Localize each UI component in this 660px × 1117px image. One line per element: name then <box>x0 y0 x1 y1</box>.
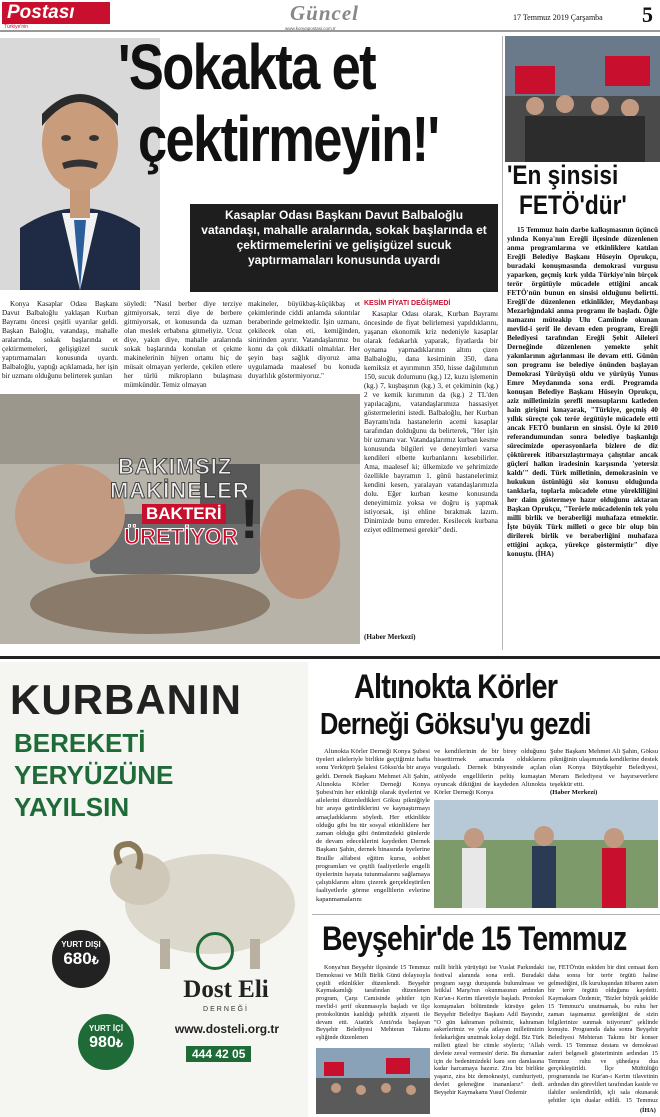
abroad-price: 680 <box>63 949 92 968</box>
korler-col-2: ve kendilerinin de bir birey olduğunu hissettirmek amacında olduklarını vurguladı. Dernek bünyesinde açılan atölyede engellilerin pelüş kumaştan oyuncak diktiğini de kaydeden Altınokta Körler Derneği Konya <box>434 748 546 796</box>
beysehir-headline: Beyşehir'de 15 Temmuz <box>322 920 627 958</box>
beysehir-source: (İHA) <box>640 1107 656 1114</box>
org-type: DERNEĞİ <box>203 1006 249 1013</box>
feto-headline-1: 'En şinsisi <box>507 160 619 190</box>
ad-line-1: KURBANIN <box>10 676 242 723</box>
page-number: 5 <box>642 2 653 27</box>
abroad-price-badge <box>52 930 110 988</box>
abroad-label: YURT DIŞI <box>61 940 101 949</box>
headline-line-2: çektirmeyin!' <box>138 103 439 175</box>
stamp-text-1: BAKIMSIZ <box>118 454 233 479</box>
stamp-text-3: BAKTERİ <box>142 504 226 524</box>
beysehir-top-rule <box>312 914 660 915</box>
korler-headline-1: Altınokta Körler <box>354 668 558 706</box>
ad-line-4: YAYILSIN <box>14 792 130 822</box>
org-name: Dost Eli <box>183 976 269 1003</box>
org-logo-icon <box>196 932 234 970</box>
issue-date: 17 Temmuz 2019 Çarşamba <box>513 13 603 22</box>
lead-story <box>0 31 500 650</box>
stamp-text-5: ! <box>240 487 259 550</box>
korler-source: (Haber Merkezi) <box>550 789 598 796</box>
logo-word: Postası <box>7 2 75 23</box>
korler-story <box>312 662 660 910</box>
section-title: Güncel <box>290 1 359 25</box>
newspaper-logo[interactable] <box>2 2 110 24</box>
meat-grinder-photo <box>0 394 360 644</box>
stamp-text-2: MAKİNELER <box>110 478 250 503</box>
feto-photo <box>505 36 660 162</box>
org-website[interactable]: www.dosteli.org.tr <box>174 1022 280 1036</box>
column-divider <box>502 36 503 650</box>
abroad-currency: ₺ <box>91 955 99 967</box>
korler-col-3: Şube Başkanı Mehmet Ali Şahin, Göksu pikniğinin ulaşımında kendilerine destek olan Konya Büyükşehir Belediyesi, Meram Belediyesi ve hayırseverlere teşekkür etti. <box>550 748 658 788</box>
deck-box <box>190 204 498 292</box>
korler-headline-2: Derneği Göksu'yu gezdi <box>320 706 591 741</box>
headline-line-1: 'Sokakta et <box>118 31 375 103</box>
feto-story <box>505 36 660 656</box>
ad-line-3: YERYÜZÜNE <box>14 760 174 790</box>
sub-body: Kasaplar Odası olarak, Kurban Bayramı öncesinde de fiyat belirlemesi yapıldıklarını, yaşanan ekonomik kriz nedeniyle kasaplar olarak fedakarlık yaparak, fiyatlarda bir oynama yapmadıklarının altını çizen Balbaloğlu, dana kesiminin 350, dana kemiksiz et ayırımının 350, hisse dağılımının 150, sucuk dolumunu (kg.) 12, kuzu işlemenin (kg.) 7, kuşbaşının (kg.) 3, et çekiminin (kg.) 2 ve kemik kırımının da (kg.) 2 TL'den yapılacağını, vatandaşlarımıza hassasiyet göstermelerini istedi. Balbaloğlu, her Kurban Bayramı'nda hastanelerin acemi kasaplar tarafından dolduğunu da belirterek, "Her işin bir uzmanı var. Vatandaşlarımız kurban kesme konusunda bilgileri ve deneyimleri varsa kendileri elbette kurbanlarını kesebilirler. Ama, maalesef ki; ülkemizde ve şehrimizde özellikle bayramın 1. günü hastanelerimiz kendini kesen, yaralayan vatandaşlarımızla dolu. Eğer kurban kesme konusunda deneyimimiz yoksa ve doğru iş yapmak istiyorsak, işi ehline bırakmak lazım. Dinimizde bunu emreder. Kesilecek kurbana eziyet edilmemesi gerekir" dedi. <box>364 310 498 534</box>
masthead <box>0 0 660 32</box>
beysehir-col-2: milli birlik yürüyüşü ise Vuslat Parkındaki festival alanında sona erdi. Buradaki program saygı duruşunda bulunulması ve İstiklal Marşı'nın okunmasının ardından Kur'an-ı Kerim tilavetiyle başladı. Protokol konuşmaları bölümünde kürsüye gelen Beyşehir Belediye Başkanı Adil Bayındır, "O gün kahraman polisimiz, kahraman askerlerimiz ve yola atlayan milletimizin fedakarlığını unutmak kolay değil. Biz Türk milleti güzel bir cümle söyleriz; 'Allah devlete zeval vermesin' deriz. Bu dumanlar için de bedenimizdeki kanı son damlasına kadar harcamaya hazırız. Zira biz birlikte yaşarız, zira biz demokrasiyi, cumhuriyeti, devlet geleneğine inananlarız" dedi. Beyşehir Kaymakamı Yusuf Özdemir <box>434 964 544 1096</box>
lead-col-2: söyledi: "Nasıl berber diye terziye gitmiyorsak, terzi diye de berbere gitmiyorsak, et konusunda da uzman olan meslek erbabına gitmeliyiz. Ucuz diye, yakın diye, mahalle aralarında sokak başlarında konulan et çekme makinelerinin hijyen ortamı hiç de müsait olmayan yerlerde, çekilen etlere her türlü mikropların bulaşması mümkündür. Temiz olmayan <box>124 300 242 388</box>
beysehir-photo <box>316 1048 430 1114</box>
korler-col-1: Altınokta Körler Derneği Konya Şubesi üyeleri aileleriyle birlikte geçtiğimiz hafta sonu Yerköprü Şelalesi Göksu'da bir araya geldi. Dernek Başkanı Mehmet Ali Şahin, Altınokta Körler Derneği Konya Şubesi'nin her etkinliği olarak üyelerini ve ailelerini düzenledikleri Göksu pikniğiyle bir araya getirdiklerini ve kaynaştırmayı amaçladıklarını söyledi. Her etkinlikte olduğu gibi bu tür sosyal etkinliklere her zaman olduğu gibi önümüzdeki günlerde de devam edeceklerini kaydeden Dernek Başkanı Şahin, dernek binasında üyelerine Braille alfabesi eğitim kursu, sohbet programları ve çeşitli faaliyetlerle engelli üyelerinin hayata tutunmalarını sağlamaya çalıştıklarını altını çizerek gerçekleştirilen faaliyetlerle görme engellilerin evlerine kapanmamalarını <box>316 748 430 903</box>
feto-headline-2: FETÖ'dür' <box>519 190 627 220</box>
lead-col-1: Konya Kasaplar Odası Başkanı Davut Balbaloğlu yaklaşan Kurban Bayramı öncesi çeşitli uyarılar geldi. Başkan Baloğlu, vatandaşı, mahalle aralarında, sokak başlarında et çektirmemeleri, gelişigüzel sucuk yaptırmamaları konusunda uyardı. Balbaloğlu, yaptığı açıklamada, her işin bir uzmanı olduğunu belirterek şunları <box>2 300 118 380</box>
ad-line-2: BEREKETİ <box>14 728 146 758</box>
kurban-ad[interactable] <box>0 662 308 1117</box>
beysehir-story <box>312 914 660 1117</box>
sub-heading: KESİM FİYATI DEĞİŞMEDİ <box>364 300 451 307</box>
beysehir-col-1: Konya'nın Beyşehir ilçesinde 15 Temmuz Demokrasi ve Milli Birlik Günü dolayısıyla çeşitli etkinlikler düzenlendi. Beyşehir Kaymakamlığı tarafından düzenlenen program, Çarşı Camisinde şehitler için mevlid-i şerif okunmasıyla başladı ve ilçe protokolünün katıldığı şehitlik ziyareti ile devam etti. Atatürk Anıtı'nda başlayan Beyşehir Belediyesi Mehteran Takımı eşliğinde düzenlenen <box>316 964 430 1042</box>
beysehir-col-3: ise, FETÖ'nün eskiden bir dini cemaat iken daha sonra bir terör örgütü haline gelmediğini, ilk kuruluşundan itibaren zaten bir terör örgütü olduğunu kaydetti. Kaymakam Özdemir, "Bizler büyük şekilde 15 Temmuz'u unutmamak, bu ruhu her zaman taşımamız gerektiğini de sizin bilgilerinize sunmak istiyorum" şeklinde konuştu. Programda daha sonra Beyşehir Belediyesi Mehteran Takımı bir konser verdi. 15 Temmuz destanı ve demokrasi zaferi belgeseli gösteriminin ardından 15 Temmuz ruhu ve şühedaya dua gerçekleştirildi. İlçe Müftülüğü programında ise Kur'an-ı Kerim tilavetinin ardından din görevlileri tarafından kaside ve ilahiler seslendirildi, içli sala okunarak şehitler için dualar edildi. 15 Temmuz <box>548 964 658 1104</box>
feto-body: 15 Temmuz hain darbe kalkışmasının üçüncü yılında Konya'nın Ereğli ilçesinde düzenlenen anma programlarına ve etkinliklere katılan Ereğli Belediye Başkanı Hüseyin Oprukçu, buradaki konuşmasında demokrasi vurgusu yaparken, geçmiş kırk yılda Türkiye'nin birçok terör örgütüyle mücadele ettiğini ancak FETÖ'nün bunun en sinsisi olduğunu belirtti. Ereğli'de düzenlenen etkinlikler, Meydanbaşı Mezarlığındaki anma programı ile başladı. Öğle namazını müteakip Ulu Camiinde okunan mevlid-i şerif ile devam eden program, Ereğli Belediyesi tarafından Ereğli Şehit Aileleri Derneğinde düzenlenen yemekte şehit yakınlarının ağırlanması ile devam etti. Günün son programı ise belediye önünden başlayan Demokrasi Yürüyüşü oldu ve yürüyüş Yunus Emre Meydanında sona erdi. Programda konuşan Belediye Başkanı Hüseyin Oprukçu, aziz milletimizin şerefli mensuplarını katleden hain girişimi kınayarak, "Türkiye, geçmiş 40 yıllık süreçte çok terör örgütüyle mücadele etti ancak FETÖ bunların en sinsisi. Öyle ki 2010 referandumundan sonra belediye başkanlığı sürecimizde operasyonlarla bizlere de diz çöktürerek itibarsızlaştırmaya çalıştılar ancak güçleri halkın iradesinin karşısında 'yetersiz kaldı'" dedi. Türk milletinin, demokrasinin ve hukukun üstünlüğü söz konusu olduğunda tanklarla, toplarla mücadele etme yürekliliğini her daim göstermeye hazır olduğunu aktaran Başkan Oprukçu, "Terörle mücadelenin tek yolu milli birlik ve beraberliği muhafaza etmektir. İşte büyük Türk milleti o gece bir olup bin dirilerek birlik ve beraberliğini muhafaza ettiğini açıkça, yürekçe göstermiştir" diye konuştu. (İHA) <box>507 226 658 558</box>
lead-col-3: makineler, büyükbaş-küçükbaş et çekimlerinde ciddi anlamda sıkıntılar beraberinde gelmektedir. İşin uzmanı, çekilecek olan eti, kemiğinden, sinirinden ayırır. Vatandaşlarımız bu konu da çok dikkatli olmalılar. Her şeyin başı sağlık diyoruz ama uygulamada maalesef bu konuda duyarlılık göstermiyoruz." <box>248 300 360 380</box>
domestic-price: 980 <box>89 1034 116 1051</box>
domestic-price-badge <box>78 1014 134 1070</box>
korler-photo <box>434 800 658 908</box>
domestic-currency: ₺ <box>115 1038 123 1050</box>
org-phone[interactable]: 444 42 05 <box>186 1046 251 1062</box>
domestic-label: YURT İÇİ <box>88 1024 124 1033</box>
site-url[interactable]: www.konyapostasi.com.tr <box>285 26 336 31</box>
deck-text: Kasaplar Odası Başkanı Davut Balbaloğlu vatandaşı, mahalle aralarında, sokak başlarında et çektirmemelerini ve gelişigüzel sucuk yaptırmamaları konusunda uyardı <box>201 208 487 267</box>
logo-tagline: Türkiye'nin <box>4 24 29 30</box>
stamp-text-4: ÜRETİYOR <box>124 524 238 549</box>
sub-source: (Haber Merkezi) <box>364 633 416 641</box>
section-divider <box>0 656 660 659</box>
